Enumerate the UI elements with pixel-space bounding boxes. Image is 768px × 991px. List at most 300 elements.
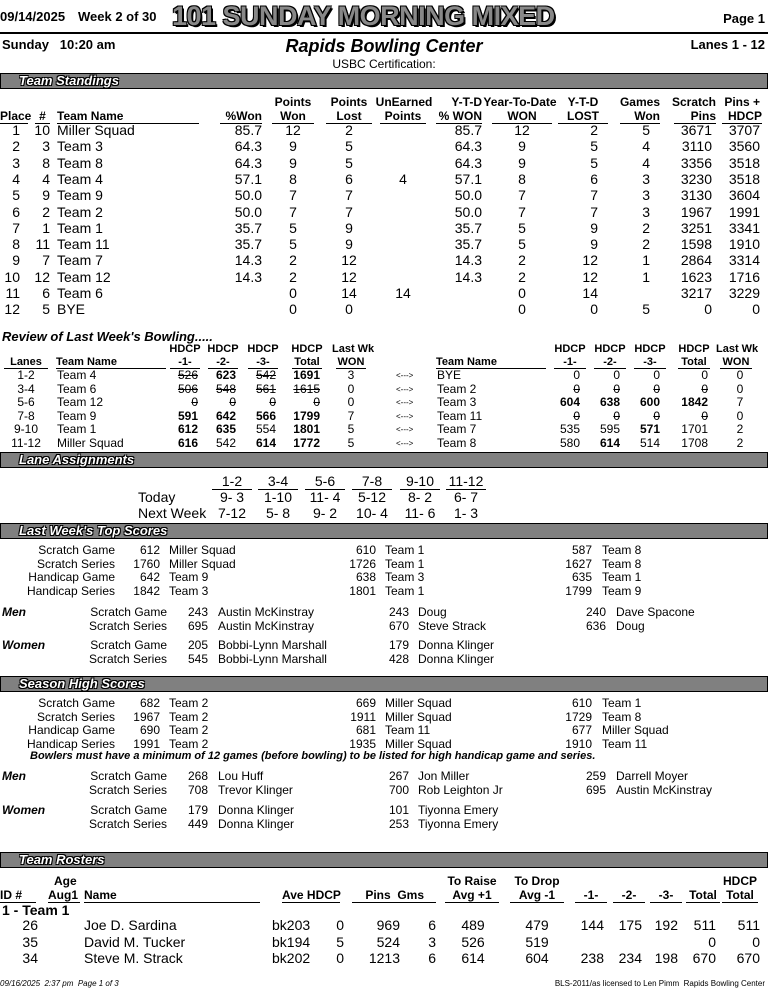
standings-num: 4 [42,170,50,187]
review-team-right: Team 2 [437,381,477,396]
score-value: 243 [388,605,409,619]
standings-ytdpct: 85.7 [454,122,482,138]
score-team: Team 1 [602,696,642,710]
col-game3: -3- [650,888,682,903]
review-left-won: 0 [347,395,355,409]
roster-raise: 526 [461,933,485,950]
standings-gw: 4 [642,154,650,171]
score-category: Scratch Game [90,769,167,783]
score-value: 690 [139,723,160,737]
col-h2-right: HDCP [594,343,626,355]
today-match: 8- 2 [407,489,433,505]
standings-sp: 1623 [680,268,712,285]
score-value: 1799 [565,583,592,598]
standings-place: 1 [12,122,20,138]
standings-gw: 3 [642,170,650,187]
standings-team: BYE [57,301,86,318]
standings-pw: 0 [289,301,297,318]
roster-g3: 192 [654,917,678,933]
score-category: Scratch Series [88,816,167,831]
review-left-g2: 623 [215,368,236,382]
score-category: Scratch Game [90,803,167,817]
roster-pins: 524 [376,933,400,950]
review-left-g2: 548 [215,381,236,396]
standings-ytdw: 2 [518,252,526,269]
score-category: Scratch Series [88,782,167,797]
col-age: Age [54,874,77,888]
score-value: 695 [585,782,606,797]
day-time: Sunday 10:20 am [2,37,116,52]
standings-ph: 0 [752,301,760,318]
standings-ytdl: 12 [582,252,598,269]
score-team: Team 1 [602,570,642,584]
review-right-tot: 1842 [681,395,708,409]
review-right-g3: 571 [639,422,660,436]
col-ht-right-2: Total [678,356,710,369]
review-team-right: Team 8 [437,435,477,450]
roster-raise: 489 [461,917,485,933]
bowler-name: Steve Strack [418,618,487,633]
review-team-left: Team 1 [57,422,97,436]
league-title: 101 SUNDAY MORNING MIXED [172,1,555,31]
standings-pct: 85.7 [234,122,262,138]
score-value: 253 [388,816,409,831]
roster-id: 26 [22,917,38,933]
standings-pct: 14.3 [234,252,262,269]
score-value: 638 [355,570,376,584]
score-value: 1842 [133,583,160,598]
roster-name: Joe D. Sardina [84,917,177,933]
col-points-won-2: Won [272,109,314,124]
score-category: Scratch Series [88,651,167,666]
section-title: Season High Scores [19,676,145,691]
col-h3-right: HDCP [634,343,666,355]
col-game2: -2- [613,888,645,903]
review-team-left: Team 4 [57,368,97,382]
standings-pw: 0 [289,285,297,301]
today-match: 1-10 [263,489,293,505]
standings-pct: 35.7 [234,219,262,236]
review-team-left: Team 12 [57,395,104,409]
score-category: Scratch Series [36,556,115,571]
standings-team: Team 12 [57,268,111,285]
score-value: 700 [388,782,409,797]
col-h1-right-2: -1- [554,356,586,369]
review-left-won: 5 [347,422,355,436]
standings-ytdpct: 14.3 [454,268,482,285]
col-team-name-right: Team Name [436,356,546,369]
review-team-left: Team 9 [57,408,97,423]
standings-ytdl: 0 [590,301,598,318]
roster-htotal: 0 [752,933,760,950]
standings-place: 10 [4,268,20,285]
standings-ytdpct: 35.7 [454,236,482,253]
col-h2: HDCP [207,343,239,355]
review-right-won: 0 [736,408,744,423]
review-left-won: 0 [347,381,355,396]
col-points-lost: Points [330,95,368,109]
score-team: Team 2 [169,696,209,710]
roster-drop: 519 [525,933,549,950]
col-lanes: Lanes [4,356,48,369]
roster-drop: 479 [525,917,549,933]
col-hdcp-total-2: Total [722,888,758,903]
col-ytd-lost-2: LOST [558,109,608,124]
score-value: 670 [388,618,409,633]
standings-pct: 64.3 [234,154,262,171]
col-num: # [35,109,50,124]
review-lanes: 9-10 [13,422,39,436]
review-lanes: 7-8 [17,408,35,423]
review-left-g3: 0 [269,395,276,409]
review-right-won: 0 [736,368,744,382]
review-team-left: Team 6 [57,381,97,396]
col-total: Total [686,888,720,903]
standings-pct: 35.7 [234,236,262,253]
standings-ytdl: 12 [582,268,598,285]
score-category: Handicap Series [26,583,115,598]
roster-pins: 1213 [368,950,400,966]
col-age-2: Aug1 [48,888,78,902]
bowler-name: Tiyonna Emery [418,816,499,831]
standings-sp: 3251 [680,219,712,236]
review-lanes: 1-2 [17,368,35,382]
roster-g2: 175 [618,917,642,933]
standings-pl: 9 [345,219,353,236]
standings-team: Team 8 [57,154,103,171]
standings-team: Team 11 [57,236,110,253]
next-week-match: 9- 2 [312,505,338,521]
review-right-g3: 600 [639,395,660,409]
score-team: Team 2 [169,736,209,751]
standings-gw: 3 [642,203,650,220]
standings-ytdw: 12 [514,122,530,138]
standings-num: 9 [42,187,50,204]
review-right-won: 2 [736,435,744,450]
score-value: 682 [139,696,160,710]
col-ytd-pct-2: % WON [436,109,482,124]
roster-id: 35 [22,933,38,950]
standings-place: 2 [12,138,20,155]
next-week-match: 11- 6 [404,505,436,521]
standings-pw: 5 [289,219,297,236]
review-right-g2: 638 [599,395,620,409]
review-left-g3: 614 [255,435,276,450]
col-points-won: Points [274,95,312,109]
review-left-tot: 1615 [293,381,320,396]
review-left-g3: 554 [255,422,276,436]
section-team-rosters [0,852,768,868]
standings-pw: 7 [289,203,297,220]
score-category: Handicap Game [28,570,115,584]
col-hdcp-total: HDCP [722,874,757,888]
col-won-right-2: WON [720,356,752,369]
page-number: Page 1 [723,11,765,26]
standings-pw: 5 [289,236,297,253]
col-to-drop: To Drop [514,874,560,888]
col-games-won: Games [619,95,660,109]
score-category: Scratch Game [38,696,115,710]
standings-gw: 2 [642,219,650,236]
score-team: Team 9 [602,583,642,598]
bowler-name: Trevor Klinger [218,782,293,797]
score-value: 708 [187,782,208,797]
score-value: 681 [355,723,376,737]
score-value: 612 [139,543,160,557]
roster-g2: 234 [618,950,642,966]
standings-ue: 4 [399,170,407,187]
standings-num: 6 [42,285,50,301]
review-left-g3: 566 [255,408,276,423]
col-scratch-pins-2: Pins [674,109,716,124]
standings-ytdw: 9 [518,154,526,171]
review-right-g2: 0 [613,381,620,396]
col-h3: HDCP [247,343,279,355]
score-team: Team 1 [385,583,425,598]
score-value: 179 [388,638,409,652]
roster-pins: 969 [376,917,400,933]
score-value: 695 [187,618,208,633]
standings-ytdw: 7 [518,187,526,204]
score-team: Team 1 [385,556,425,571]
standings-ph: 3518 [728,154,760,171]
col-place: Place [0,109,32,123]
review-left-tot: 1772 [293,435,320,450]
standings-pw: 2 [289,252,297,269]
standings-ph: 3707 [728,122,760,138]
score-team: Team 8 [602,556,642,571]
review-left-g3: 561 [255,381,276,396]
standings-ytdl: 5 [590,154,598,171]
review-title: Review of Last Week's Bowling..... [2,329,213,344]
review-left-tot: 1801 [293,422,320,436]
standings-gw: 5 [642,122,650,138]
standings-place: 8 [12,236,20,253]
lane-pair-header: 9-10 [400,473,440,490]
standings-ytdw: 0 [518,285,526,301]
review-left-g1: 591 [177,408,198,423]
handicap-note: Bowlers must have a minimum of 12 games (before bowling) to be listed for high handicap game and series. [30,750,596,762]
standings-num: 8 [42,154,50,171]
score-team: Team 11 [602,736,648,751]
score-value: 449 [187,816,208,831]
score-value: 642 [139,570,160,584]
standings-ytdpct: 57.1 [454,170,482,187]
score-category: Handicap Game [28,723,115,737]
standings-pw: 9 [289,138,297,155]
section-lane-assignments [0,452,768,468]
review-right-g3: 0 [653,381,660,396]
score-value: 1911 [350,709,376,724]
review-right-tot: 1701 [681,422,708,436]
score-value: 1726 [349,556,376,571]
standings-pct: 50.0 [234,203,262,220]
bowler-name: Tiyonna Emery [418,803,499,817]
men-label: Men [2,769,26,783]
standings-place: 11 [5,285,20,301]
standings-place: 3 [12,154,20,171]
standings-num: 7 [42,252,50,269]
review-team-right: BYE [437,368,462,382]
vs-arrow: <---> [396,438,414,448]
vs-arrow: <---> [396,398,414,407]
score-value: 428 [388,651,409,666]
standings-ph: 1991 [728,203,760,220]
score-value: 240 [585,605,606,619]
standings-place: 9 [12,252,20,269]
review-right-g1: 0 [573,408,580,423]
col-to-raise: To Raise [447,874,497,888]
review-right-g1: 0 [573,368,580,382]
standings-pl: 5 [345,154,353,171]
score-team: Team 3 [385,570,425,584]
standings-pw: 9 [289,154,297,171]
standings-num: 3 [42,138,50,155]
standings-ytdw: 5 [518,236,526,253]
bowler-name: Bobbi-Lynn Marshall [218,651,327,666]
bowler-name: Doug [418,605,447,619]
standings-pl: 7 [345,187,353,204]
bowler-name: Rob Leighton Jr [418,782,503,797]
roster-total: 511 [693,917,716,933]
standings-ytdl: 9 [590,236,598,253]
review-right-g1: 0 [573,381,580,396]
review-right-won: 7 [736,395,744,409]
score-value: 669 [355,696,376,710]
review-team-right: Team 3 [437,395,477,409]
standings-pct: 64.3 [234,138,262,155]
roster-ave: bk203 [272,917,311,933]
roster-drop: 604 [525,950,549,966]
standings-ytdl: 7 [590,187,598,204]
review-lanes: 5-6 [17,395,35,409]
today-match: 9- 3 [219,489,245,505]
standings-sp: 3671 [680,122,712,138]
col-games-won-2: Won [620,109,660,124]
standings-pl: 6 [345,170,353,187]
col-to-raise-2: Avg +1 [445,888,499,903]
standings-ytdw: 8 [518,170,526,187]
score-team: Miller Squad [385,696,452,710]
score-team: Team 1 [385,543,425,557]
score-value: 1910 [565,736,592,751]
standings-ytdw: 7 [518,203,526,220]
standings-ph: 1910 [728,236,760,253]
standings-pl: 12 [341,252,357,269]
standings-pl: 12 [341,268,357,285]
standings-pw: 12 [285,122,301,138]
col-ht-right: HDCP [678,343,710,355]
next-week-match: 5- 8 [265,505,291,521]
review-right-g2: 0 [613,368,620,382]
roster-raise: 614 [461,950,485,966]
standings-ytdl: 9 [590,219,598,236]
roster-htotal: 670 [736,950,760,966]
score-value: 205 [187,638,208,652]
score-value: 1760 [133,556,160,571]
standings-place: 12 [4,301,20,318]
score-team: Team 11 [385,723,431,737]
score-team: Miller Squad [385,709,452,724]
roster-g1: 144 [580,917,604,933]
review-left-g2: 642 [215,408,236,423]
standings-pl: 0 [345,301,353,318]
roster-hdcp: 5 [336,933,344,950]
standings-gw: 4 [642,138,650,155]
col-pins-hdcp-2: HDCP [722,109,762,124]
standings-sp: 3110 [681,138,712,155]
women-label: Women [2,803,46,817]
section-top-scores [0,523,768,539]
bowler-name: Dave Spacone [616,605,695,619]
col-ht-2: Total [292,356,322,369]
vs-arrow: <---> [396,425,414,434]
roster-id: 34 [22,950,38,966]
roster-hdcp: 0 [336,950,344,966]
vs-arrow: <---> [396,371,414,380]
review-left-g2: 542 [215,435,236,450]
score-category: Scratch Game [90,605,167,619]
standings-place: 4 [12,170,20,187]
today-label: Today [138,489,176,505]
review-left-g2: 635 [215,422,236,436]
score-team: Team 9 [169,570,209,584]
lane-pair-header: 11-12 [446,473,486,490]
col-won: Last Wk [332,343,375,355]
roster-ave: bk202 [272,950,311,966]
score-team: Miller Squad [385,736,452,751]
review-right-g2: 0 [613,408,620,423]
col-ytd-pct: Y-T-D [451,95,482,109]
standings-ph: 1716 [728,268,760,285]
today-match: 6- 7 [453,489,479,505]
review-left-g1: 612 [177,422,198,436]
score-team: Team 2 [169,723,209,737]
standings-team: Team 4 [57,170,103,187]
standings-ph: 3341 [728,219,760,236]
col-ave-hdcp: Ave HDCP [282,888,341,902]
roster-name: Steve M. Strack [84,950,183,966]
col-pct-won: %Won [220,109,262,124]
roster-total: 0 [708,933,716,950]
standings-pw: 8 [289,170,297,187]
roster-htotal: 511 [737,917,760,933]
section-season-high [0,676,768,692]
review-right-g1: 604 [559,395,580,409]
score-value: 1801 [349,583,376,598]
review-left-g1: 0 [191,395,198,409]
roster-ave: bk194 [272,933,311,950]
standings-team: Team 3 [57,138,103,155]
score-value: 545 [187,651,208,666]
col-id: ID # [0,888,36,903]
standings-place: 7 [12,219,20,236]
standings-ph: 3560 [728,138,760,155]
standings-sp: 0 [704,301,712,318]
score-value: 610 [355,543,376,557]
col-unearned: UnEarned [375,95,433,109]
roster-gms: 3 [428,933,436,950]
week-indicator: Week 2 of 30 [78,9,157,24]
col-won-right: Last Wk [716,343,759,355]
review-team-left: Miller Squad [57,435,124,450]
review-left-g1: 506 [177,381,198,396]
score-team: Team 8 [602,543,642,557]
roster-g1: 238 [580,950,604,966]
score-category: Scratch Series [36,709,115,724]
standings-pw: 2 [289,268,297,285]
standings-sp: 2864 [680,252,712,269]
